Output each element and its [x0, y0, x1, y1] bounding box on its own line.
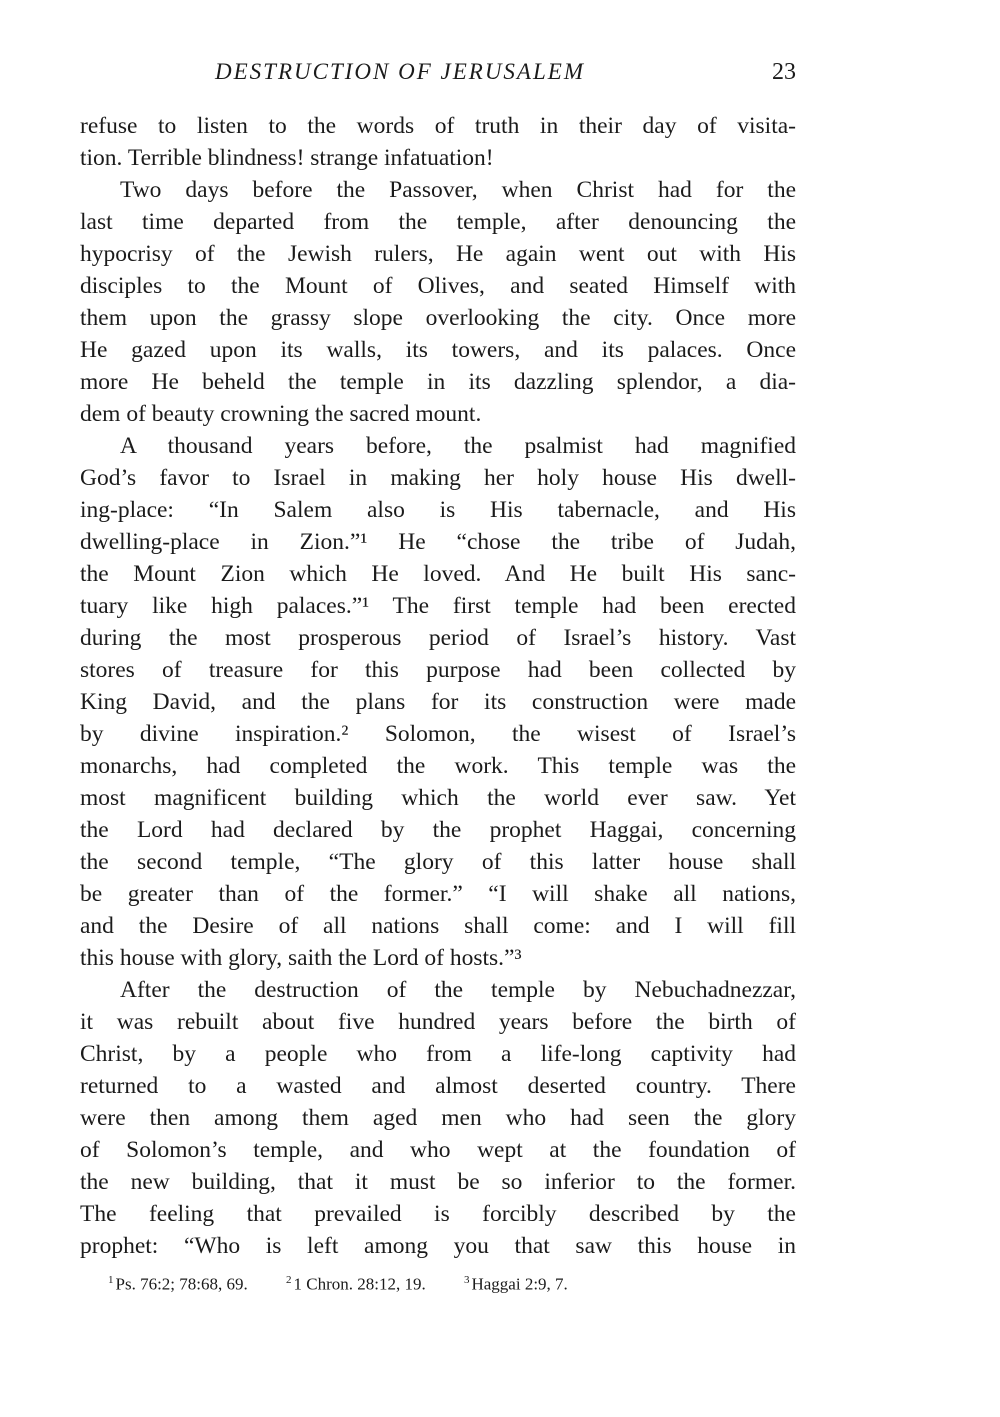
text-line: returned to a wasted and almost deserted country. There	[80, 1073, 796, 1099]
text-line: this house with glory, saith the Lord of hosts.”³	[80, 945, 522, 971]
running-head	[80, 52, 796, 92]
text-line: prophet: “Who is left among you that saw this house in	[80, 1233, 796, 1259]
text-line: it was rebuilt about five hundred years before the birth of	[80, 1009, 796, 1035]
footnote-marker: 3	[463, 1274, 470, 1286]
text-line: disciples to the Mount of Olives, and seated Himself with	[80, 273, 796, 299]
text-line: the new building, that it must be so inferior to the former.	[80, 1169, 796, 1195]
text-line: The feeling that prevailed is forcibly described by the	[80, 1201, 796, 1227]
text-line: A thousand years before, the psalmist had magnified	[120, 433, 796, 459]
text-line: last time departed from the temple, after denouncing the	[80, 209, 796, 235]
footnotes	[108, 1266, 602, 1299]
text-line: the Mount Zion which He loved. And He built His sanc-	[80, 561, 796, 587]
text-line: the Lord had declared by the prophet Haggai, concerning	[80, 817, 796, 843]
text-line: Christ, by a people who from a life-long captivity had	[80, 1041, 796, 1067]
footnote-text: 1 Chron. 28:12, 19.	[293, 1274, 426, 1294]
footnote-marker: 2	[286, 1274, 292, 1286]
text-line: tion. Terrible blindness! strange infatuation!	[80, 145, 494, 171]
text-line: He gazed upon its walls, its towers, and its palaces. Once	[80, 337, 796, 363]
text-line: After the destruction of the temple by Nebuchadnezzar,	[120, 977, 796, 1003]
page-number: 23	[772, 59, 796, 85]
text-line: by divine inspiration.² Solomon, the wisest of Israel’s	[80, 721, 796, 747]
text-line: ing-place: “In Salem also is His tabernacle, and His	[80, 497, 796, 523]
text-line: be greater than of the former.” “I will shake all nations,	[80, 881, 796, 907]
text-line: dwelling-place in Zion.”¹ He “chose the tribe of Judah,	[80, 529, 796, 555]
body-text	[80, 110, 796, 1262]
text-line: of Solomon’s temple, and who wept at the foundation of	[80, 1137, 796, 1163]
text-line: were then among them aged men who had seen the glory	[80, 1105, 796, 1131]
text-line: tuary like high palaces.”¹ The first temple had been erected	[80, 593, 796, 619]
running-title: DESTRUCTION OF JERUSALEM	[215, 59, 585, 84]
text-line: monarchs, had completed the work. This temple was the	[80, 753, 796, 779]
text-line: dem of beauty crowning the sacred mount.	[80, 401, 482, 427]
text-line: during the most prosperous period of Israel’s history. Vast	[80, 625, 796, 651]
text-line: refuse to listen to the words of truth in their day of visita-	[80, 113, 796, 139]
footnote	[108, 1266, 248, 1299]
text-line: more He beheld the temple in its dazzling splendor, a dia-	[80, 369, 796, 395]
text-line: most magnificent building which the world ever saw. Yet	[80, 785, 796, 811]
text-line: the second temple, “The glory of this latter house shall	[80, 849, 796, 875]
footnote	[286, 1266, 426, 1299]
text-line: God’s favor to Israel in making her holy house His dwell-	[80, 465, 796, 491]
text-line: them upon the grassy slope overlooking the city. Once more	[80, 305, 796, 331]
footnote-text: Ps. 76:2; 78:68, 69.	[115, 1274, 248, 1294]
footnote-text: Haggai 2:9, 7.	[471, 1274, 568, 1294]
footnote-marker: 1	[108, 1274, 114, 1286]
text-line: stores of treasure for this purpose had been collected by	[80, 657, 796, 683]
footnote	[464, 1266, 568, 1299]
text-line: Two days before the Passover, when Christ had for the	[120, 177, 796, 203]
text-line: King David, and the plans for its construction were made	[80, 689, 796, 715]
text-line: hypocrisy of the Jewish rulers, He again went out with His	[80, 241, 796, 267]
text-line: and the Desire of all nations shall come: and I will fill	[80, 913, 796, 939]
